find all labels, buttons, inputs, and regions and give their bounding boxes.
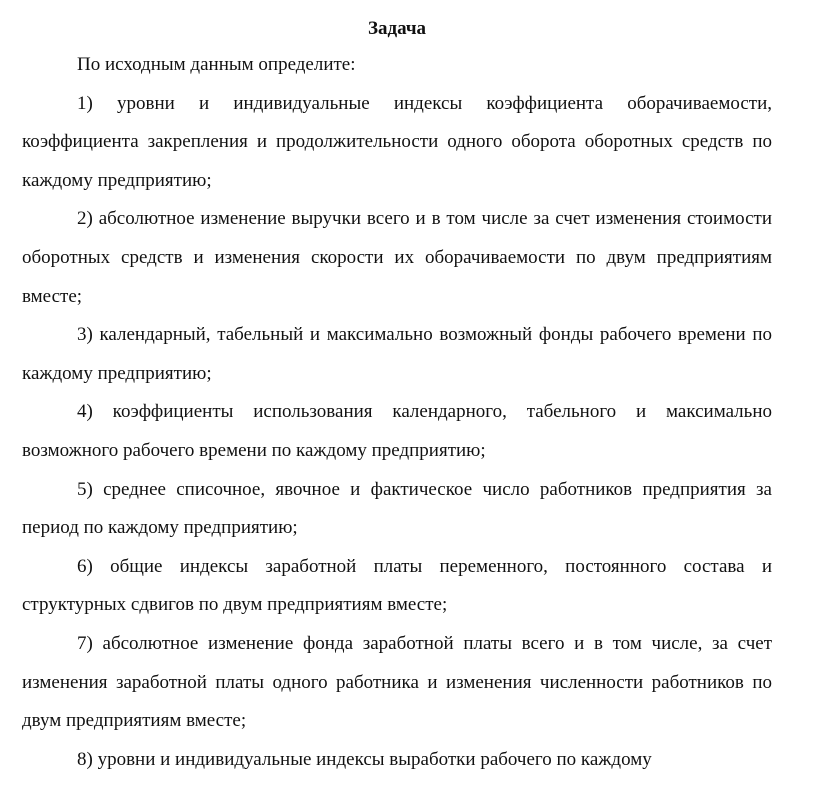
task-item-4: 4) коэффициенты использования календарного, табельного и максимально возможного рабочего времени по каждому предприятию; [22, 401, 772, 461]
document-title: Задача [367, 18, 427, 39]
task-item-1: 1) уровни и индивидуальные индексы коэффициента оборачиваемости, коэффициента закрепления и продолжительности одного оборота оборотных средств по каждому предприятию; [22, 92, 772, 191]
document-page [22, 12, 772, 779]
task-item-3: 3) календарный, табельный и максимально возможный фонды рабочего времени по каждому предприятию; [22, 324, 772, 384]
intro-paragraph: По исходным данным определите: [77, 54, 356, 75]
task-item-5: 5) среднее списочное, явочное и фактическое число работников предприятия за период по каждому предприятию; [22, 478, 772, 539]
task-item-2: 2) абсолютное изменение выручки всего и в том числе за счет изменения стоимости оборотных средств и изменения скорости их оборачиваемости по двум предприятиям вместе; [22, 208, 772, 307]
task-item-6: 6) общие индексы заработной платы переменного, постоянного состава и структурных сдвигов по двум предприятиям вместе; [22, 555, 772, 616]
task-item-7: 7) абсолютное изменение фонда заработной платы всего и в том числе, за счет изменения заработной платы одного работника и изменения численности работников по двум предприятиям вместе; [22, 632, 772, 732]
task-item-8: 8) уровни и индивидуальные индексы выработки рабочего по каждому [77, 748, 652, 770]
